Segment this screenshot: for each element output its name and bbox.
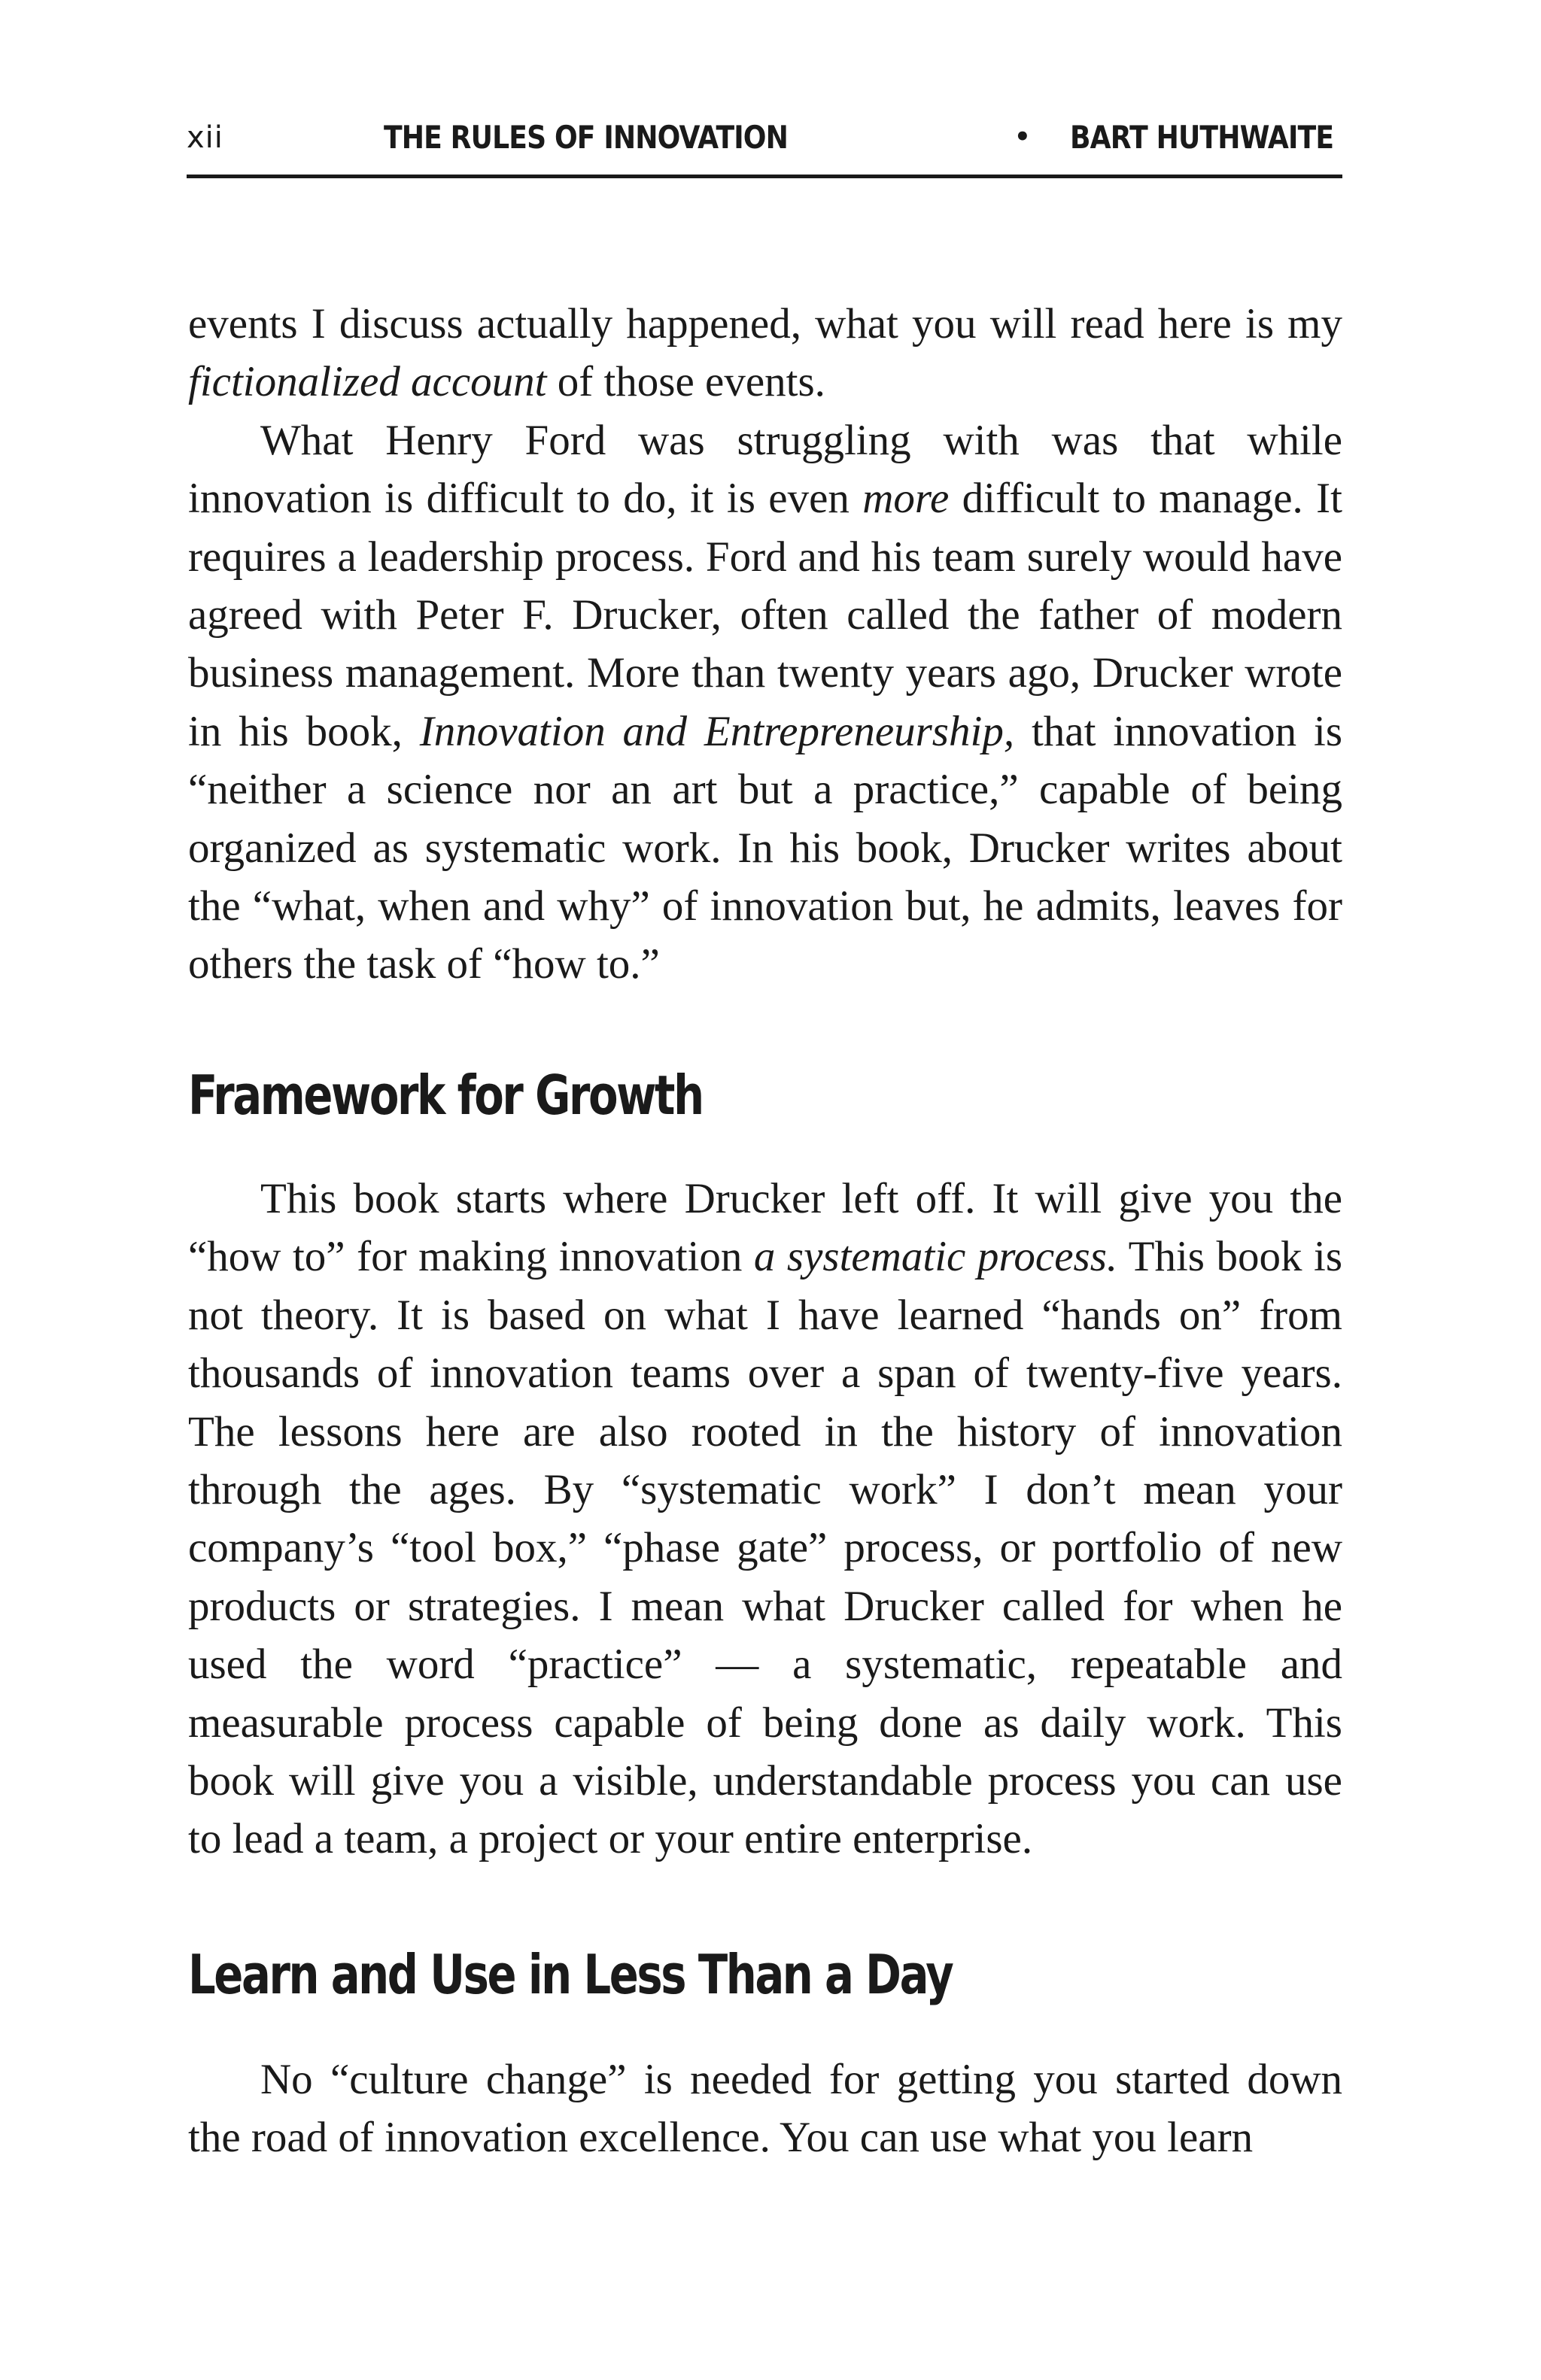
paragraph-learn: [188, 2051, 1342, 2167]
header-separator: •: [1014, 122, 1031, 152]
author-name: BART HUTHWAITE: [1070, 119, 1334, 156]
page-number: xii: [187, 120, 223, 155]
book-title: THE RULES OF INNOVATION: [384, 119, 789, 156]
header-rule: [187, 175, 1342, 178]
body-text: [188, 295, 1342, 2167]
section-heading-learn: Learn and Use in Less Than a Day: [188, 1942, 953, 2006]
paragraph-text: This book starts where Drucker left off. It will give you the “how to” for making innovation: [188, 1174, 1342, 1281]
paragraph-text: of those events.: [546, 358, 825, 406]
running-head: [187, 113, 1342, 173]
italic-phrase: more: [862, 475, 950, 523]
paragraph-text: What Henry Ford was struggling with was that while innovation is difficult to do, it is even: [188, 416, 1342, 523]
italic-phrase: fictionalized account: [188, 358, 547, 406]
paragraph-text: events I discuss actually happened, what you will read here is my: [188, 300, 1342, 348]
paragraph-text: This book is not theory. It is based on what I have learned “hands on” from thousands of innovation teams over a span of twenty-five years. The lessons here are also rooted in the history of innovation through the ages. By “systematic work” I don’t mean your company’s “tool box,” “phase gate” process, or portfolio of new products or strategies. I mean what Drucker called for when he used the word “practice” — a systematic, repeatable and measurable process capable of being done as daily work. This book will give you a visible, understandable process you can use to lead a team, a project or your entire enterprise.: [188, 1233, 1343, 1863]
paragraph-text: difficult to manage. It requires a leadership process. Ford and his team surely would have agreed with Peter F. Drucker, often called the father of modern business management. More than twenty years ago, Drucker wrote in his book,: [188, 475, 1342, 755]
paragraph-framework: [188, 1170, 1342, 1868]
paragraph-henry-ford: [188, 411, 1342, 994]
book-title-italic: Innovation and Entrepreneurship,: [419, 707, 1015, 755]
paragraph-text: that innovation is “neither a science nor an art but a practice,” capable of being organized as systematic work. In his book, Drucker writes about the “what, when and why” of innovation but, he admits, leaves for others the task of “how to.”: [188, 707, 1342, 988]
paragraph-text: No “culture change” is needed for getting you started down the road of innovation excellence. You can use what you learn: [188, 2055, 1342, 2162]
italic-phrase: a systematic process.: [753, 1233, 1118, 1281]
paragraph-continued: [188, 295, 1342, 411]
section-heading-framework: Framework for Growth: [188, 1063, 703, 1127]
